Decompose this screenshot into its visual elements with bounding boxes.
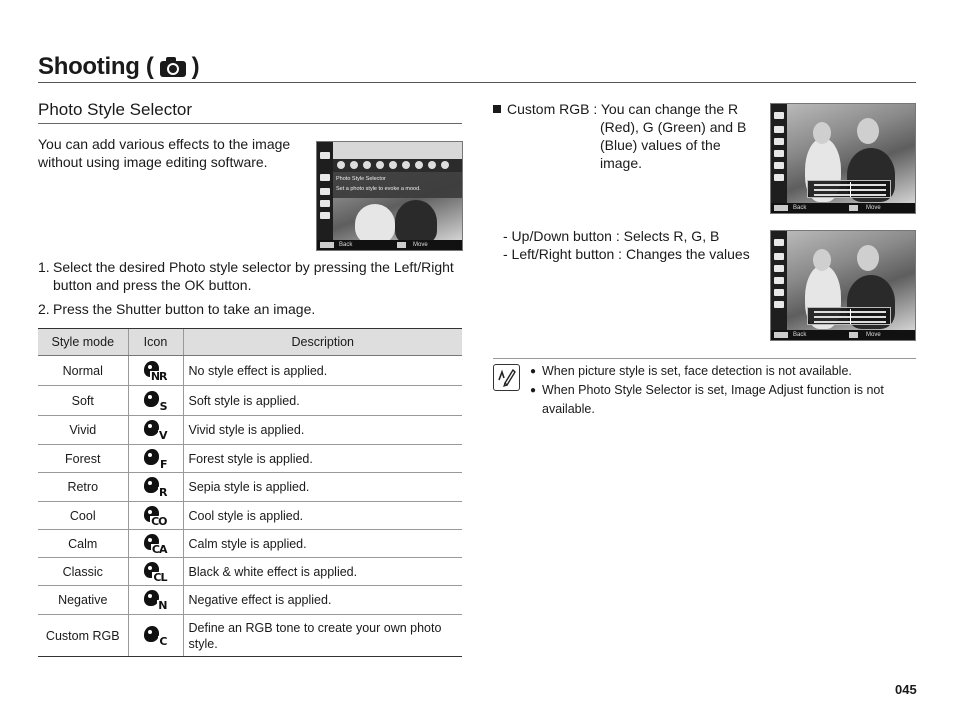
dpad-icon xyxy=(849,205,858,211)
negative-style-icon: N xyxy=(144,589,168,611)
table-row: Classic CL Black & white effect is applied. xyxy=(38,558,462,586)
screen-bottom-bar: Back Move xyxy=(771,203,915,213)
page-title-prefix: Shooting ( xyxy=(38,53,154,80)
table-row: Soft S Soft style is applied. xyxy=(38,386,462,416)
page-title xyxy=(38,53,199,81)
page-title-suffix: ) xyxy=(191,53,200,80)
normal-style-icon: NR xyxy=(144,360,168,382)
style-mode-table xyxy=(38,328,462,657)
table-row: Forest F Forest style is applied. xyxy=(38,445,462,473)
table-row: Retro R Sepia style is applied. xyxy=(38,473,462,502)
note-item: ● When picture style is set, face detection is not available. xyxy=(530,362,910,381)
table-row: Normal NR No style effect is applied. xyxy=(38,356,462,386)
instruction-updown: - Up/Down button : Selects R, G, B xyxy=(503,228,720,244)
menu-button-icon xyxy=(774,332,788,338)
screen-top-strip xyxy=(333,142,462,159)
custom-rgb-screen-1 xyxy=(770,103,916,214)
screen-info-title: Photo Style Selector xyxy=(336,176,386,182)
screen-bottom-bar: Back Move xyxy=(771,330,915,340)
soft-style-icon: S xyxy=(144,390,168,412)
square-bullet-icon xyxy=(493,105,501,113)
screen-side-menu xyxy=(771,104,787,203)
custom-rgb-screen-2 xyxy=(770,230,916,341)
page-number: 045 xyxy=(895,682,917,697)
camera-icon xyxy=(158,55,188,79)
intro-text: You can add various effects to the image without using image editing software. xyxy=(38,136,291,170)
dpad-icon xyxy=(849,332,858,338)
calm-style-icon: CA xyxy=(144,533,168,555)
menu-button-icon xyxy=(320,242,334,248)
table-row: Vivid V Vivid style is applied. xyxy=(38,416,462,445)
table-row: Custom RGB C Define an RGB tone to create your own photo style. xyxy=(38,615,462,657)
note-divider xyxy=(493,358,916,359)
header-icon: Icon xyxy=(128,329,183,356)
cool-style-icon: CO xyxy=(144,505,168,527)
title-divider xyxy=(38,82,916,83)
screen-back-label: Back xyxy=(339,242,353,248)
menu-button-icon xyxy=(774,205,788,211)
header-description: Description xyxy=(183,329,462,356)
note-item: ● When Photo Style Selector is set, Image Adjust function is not available. xyxy=(530,381,910,419)
header-style-mode: Style mode xyxy=(38,329,128,356)
vivid-style-icon: V xyxy=(144,419,168,441)
step-item: 2. Press the Shutter button to take an image. xyxy=(38,301,316,317)
classic-style-icon: CL xyxy=(144,561,168,583)
notes-list xyxy=(530,362,910,419)
table-row: Negative N Negative effect is applied. xyxy=(38,586,462,615)
screen-side-menu xyxy=(771,231,787,330)
dpad-icon xyxy=(397,242,406,248)
screen-move-label: Move xyxy=(413,242,428,248)
table-header-row xyxy=(38,329,462,356)
section-title: Photo Style Selector xyxy=(38,100,193,119)
section-divider xyxy=(38,123,462,124)
screen-info-panel xyxy=(333,172,462,198)
steps-list xyxy=(38,258,468,318)
forest-style-icon: F xyxy=(144,448,168,470)
screen-bottom-bar xyxy=(317,240,462,250)
step-item: 1. Select the desired Photo style selector by pressing the Left/Right button and press the OK button. xyxy=(38,259,454,293)
rgb-slider-panel xyxy=(807,180,891,198)
instruction-leftright: - Left/Right button : Changes the values xyxy=(503,246,750,262)
custom-rgb-style-icon: C xyxy=(144,625,168,647)
custom-rgb-description: Custom RGB : You can change the R (Red), G (Green) and B (Blue) values of the image. xyxy=(493,100,753,172)
photo-style-screen xyxy=(316,141,463,251)
table-row: Calm CA Calm style is applied. xyxy=(38,530,462,558)
table-row: Cool CO Cool style is applied. xyxy=(38,502,462,530)
screen-side-menu xyxy=(317,142,333,240)
button-instructions xyxy=(503,227,750,263)
style-icon-strip xyxy=(333,159,462,172)
note-pencil-icon xyxy=(493,364,520,391)
screen-info-desc: Set a photo style to evoke a mood. xyxy=(336,186,421,192)
retro-style-icon: R xyxy=(144,476,168,498)
rgb-slider-panel xyxy=(807,307,891,325)
